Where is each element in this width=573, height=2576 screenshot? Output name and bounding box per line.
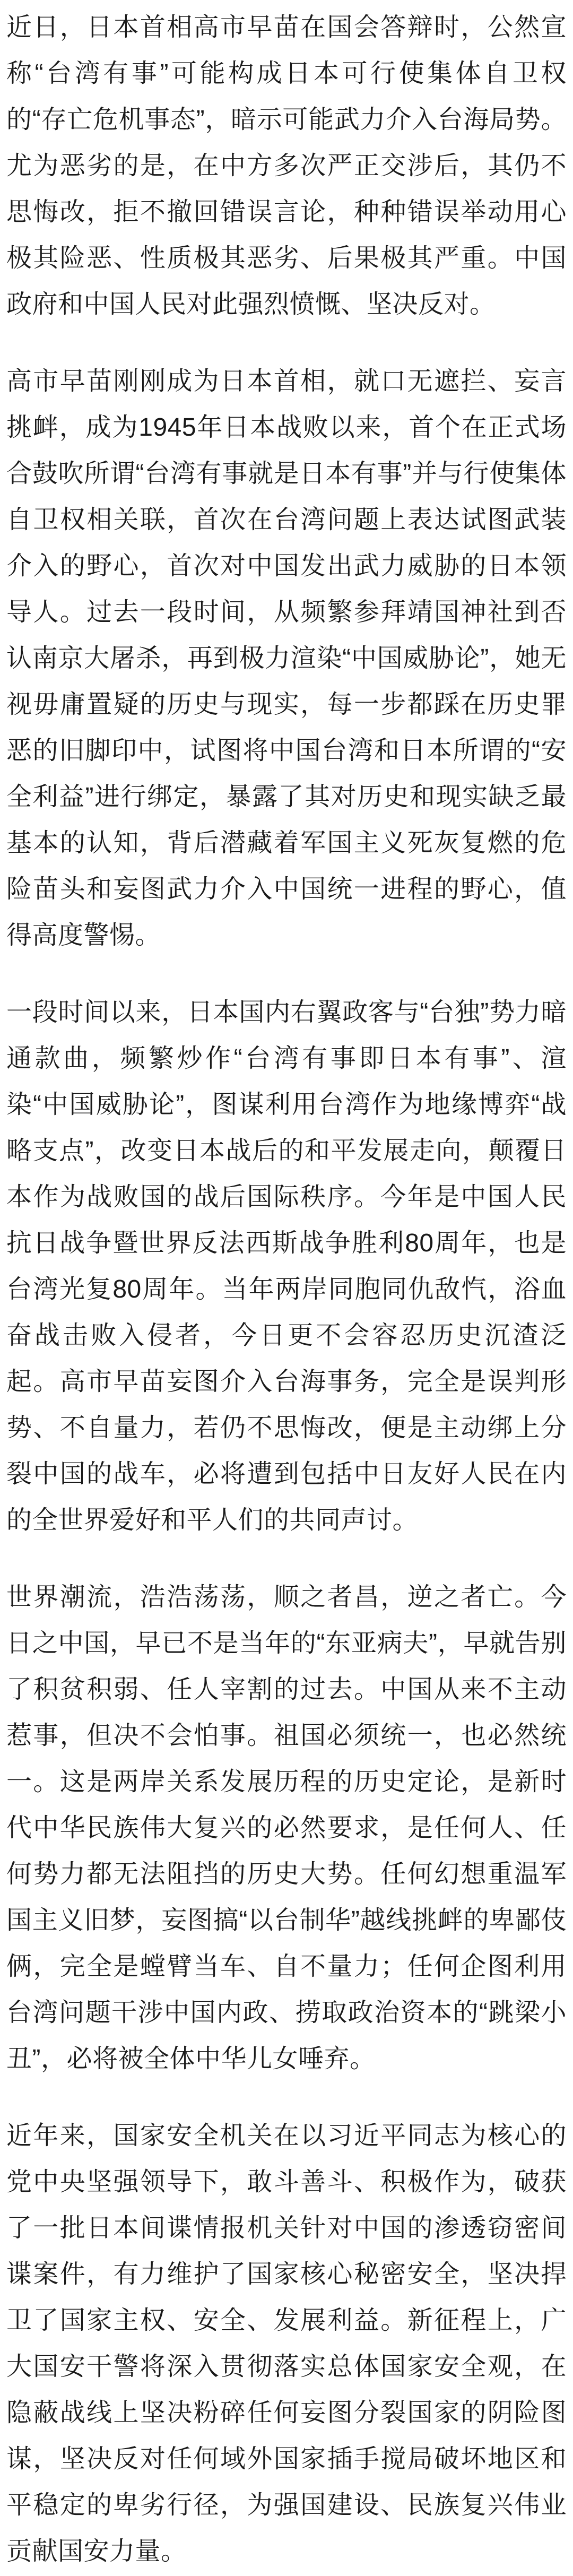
paragraph: 近年来，国家安全机关在以习近平同志为核心的党中央坚强领导下，敢斗善斗、积极作为，破获了一批日本间谍情报机关针对中国的渗透窃密间谍案件，有力维护了国家核心秘密安全，坚决捍卫了国家主权、安全、发展利益。新征程上，广大国安干警将深入贯彻落实总体国家安全观，在隐蔽战线上坚决粉碎任何妄图分裂国家的阴险图谋，坚决反对任何域外国家插手搅局破坏地区和平稳定的卑劣行径，为强国建设、民族复兴伟业贡献国安力量。: [6, 2122, 567, 2565]
paragraph: 一段时间以来，日本国内右翼政客与“台独”势力暗通款曲，频繁炒作“台湾有事即日本有事”、渲染“中国威胁论”，图谋利用台湾作为地缘博弈“战略支点”，改变日本战后的和平发展走向，颠覆日本作为战败国的战后国际秩序。今年是中国人民抗日战争暨世界反法西斯战争胜利80周年，也是台湾光复80周年。当年两岸同胞同仇敌忾，浴血奋战击败入侵者，今日更不会容忍历史沉渣泛起。高市早苗妄图介入台海事务，完全是误判形势、不自量力，若仍不思悔改，便是主动绑上分裂中国的战车，必将遭到包括中日友好人民在内的全世界爱好和平人们的共同声讨。: [6, 998, 567, 1534]
paragraph: 世界潮流，浩浩荡荡，顺之者昌，逆之者亡。今日之中国，早已不是当年的“东亚病夫”，早就告别了积贫积弱、任人宰割的过去。中国从来不主动惹事，但决不会怕事。祖国必须统一，也必然统一。这是两岸关系发展历程的历史定论，是新时代中华民族伟大复兴的必然要求，是任何人、任何势力都无法阻挡的历史大势。任何幻想重温军国主义旧梦，妄图搞“以台制华”越线挑衅的卑鄙伎俩，完全是螳臂当车、自不量力；任何企图利用台湾问题干涉中国内政、捞取政治资本的“跳梁小丑”，必将被全体中华儿女唾弃。: [6, 1583, 567, 2073]
paragraph: 近日，日本首相高市早苗在国会答辩时，公然宣称“台湾有事”可能构成日本可行使集体自卫权的“存亡危机事态”，暗示可能武力介入台海局势。尤为恶劣的是，在中方多次严正交涉后，其仍不思悔改，拒不撤回错误言论，种种错误举动用心极其险恶、性质极其恶劣、后果极其严重。中国政府和中国人民对此强烈愤慨、坚决反对。: [6, 13, 567, 318]
paragraph: 高市早苗刚刚成为日本首相，就口无遮拦、妄言挑衅，成为1945年日本战败以来，首个在正式场合鼓吹所谓“台湾有事就是日本有事”并与行使集体自卫权相关联，首次在台湾问题上表达试图武装介入的野心，首次对中国发出武力威胁的日本领导人。过去一段时间，从频繁参拜靖国神社到否认南京大屠杀，再到极力渲染“中国威胁论”，她无视毋庸置疑的历史与现实，每一步都踩在历史罪恶的旧脚印中，试图将中国台湾和日本所谓的“安全利益”进行绑定，暴露了其对历史和现实缺乏最基本的认知，背后潜藏着军国主义死灰复燃的危险苗头和妄图武力介入中国统一进程的野心，值得高度警惕。: [6, 367, 567, 949]
article-body: [6, 4, 567, 2574]
